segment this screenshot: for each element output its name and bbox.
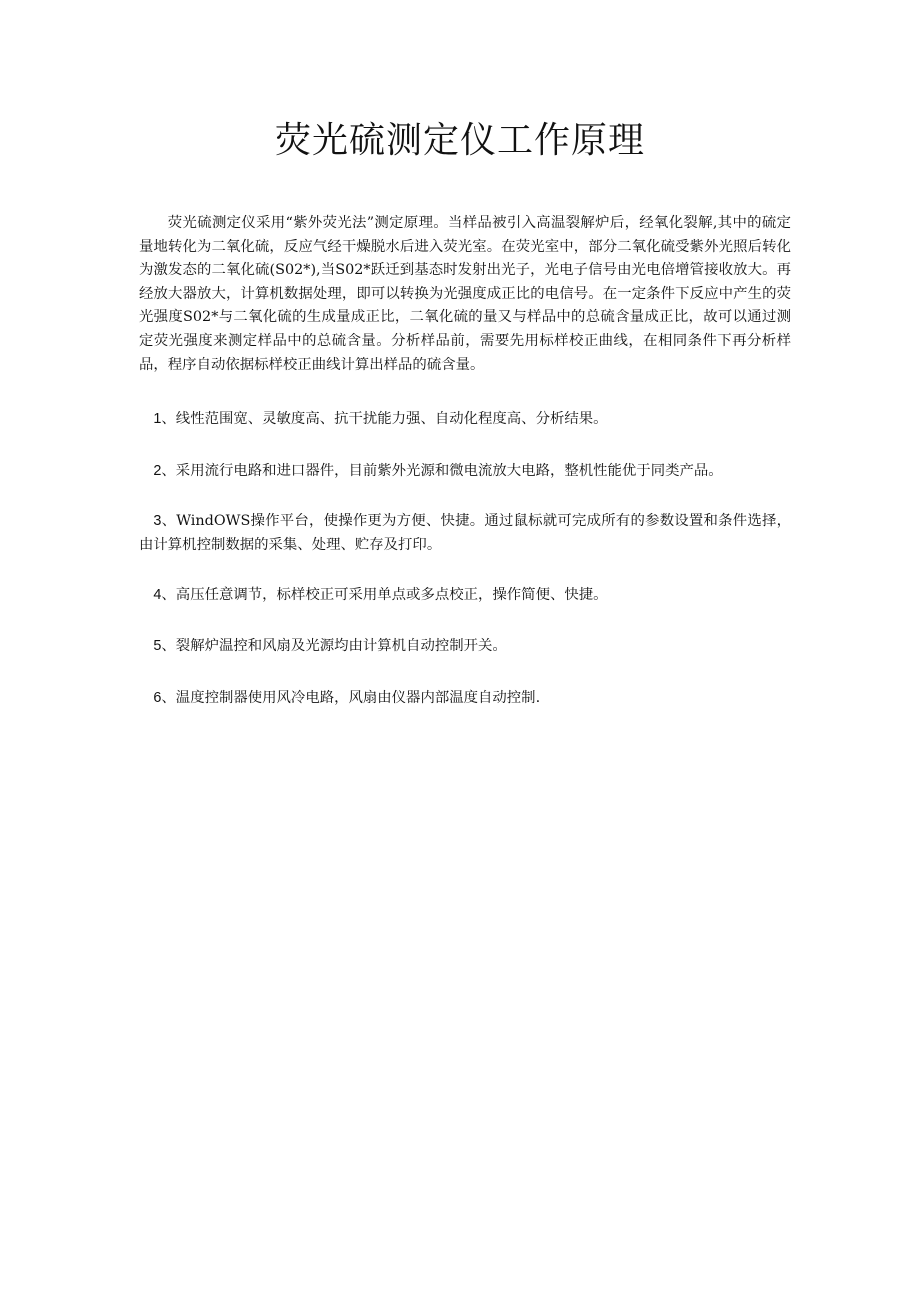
feature-number: 2 bbox=[153, 463, 162, 479]
feature-number: 6 bbox=[153, 690, 162, 706]
intro-paragraph: 荧光硫测定仪采用“紫外荧光法”测定原理。当样品被引入高温裂解炉后，经氧化裂解,其中的硫定量地转化为二氧化硫，反应气经干燥脱水后进入荧光室。在荧光室中，部分二氧化硫受紫外光照后转化为激发态的二氧化硫(S02*),当S02*跃迁到基态时发射出光子，光电子信号由光电倍增管接收放大。再经放大器放大，计算机数据处理，即可以转换为光强度成正比的电信号。在一定条件下反应中产生的荧光强度S02*与二氧化硫的生成量成正比，二氧化硫的量又与样品中的总硫含量成正比，故可以通过测定荧光强度来测定样品中的总硫含量。分析样品前，需要先用标样校正曲线，在相同条件下再分析样品，程序自动依据标样校正曲线计算出样品的硫含量。 bbox=[139, 215, 791, 373]
feature-item-4 bbox=[139, 584, 791, 608]
feature-number: 3 bbox=[153, 513, 162, 529]
feature-item-3 bbox=[139, 510, 791, 557]
feature-text: 、高压任意调节，标样校正可采用单点或多点校正，操作简便、快捷。 bbox=[161, 587, 608, 603]
feature-number: 1 bbox=[153, 411, 162, 427]
feature-text: 、WindOWS操作平台，使操作更为方便、快捷。通过鼠标就可完成所有的参数设置和条件选择，由计算机控制数据的采集、处理、贮存及打印。 bbox=[139, 513, 791, 553]
feature-text: 、线性范围宽、灵敏度高、抗干扰能力强、自动化程度高、分析结果。 bbox=[161, 411, 608, 427]
feature-number: 4 bbox=[153, 587, 162, 603]
feature-item-5 bbox=[139, 635, 791, 659]
feature-item-1 bbox=[139, 408, 791, 432]
feature-text: 、温度控制器使用风冷电路，风扇由仪器内部温度自动控制. bbox=[161, 690, 541, 706]
feature-text: 、裂解炉温控和风扇及光源均由计算机自动控制开关。 bbox=[161, 638, 507, 654]
feature-number: 5 bbox=[153, 638, 162, 654]
feature-item-2 bbox=[139, 460, 791, 484]
document-title: 荧光硫测定仪工作原理 bbox=[274, 120, 645, 161]
feature-text: 、采用流行电路和进口器件，目前紫外光源和微电流放大电路，整机性能优于同类产品。 bbox=[161, 463, 723, 479]
feature-item-6 bbox=[139, 687, 791, 711]
